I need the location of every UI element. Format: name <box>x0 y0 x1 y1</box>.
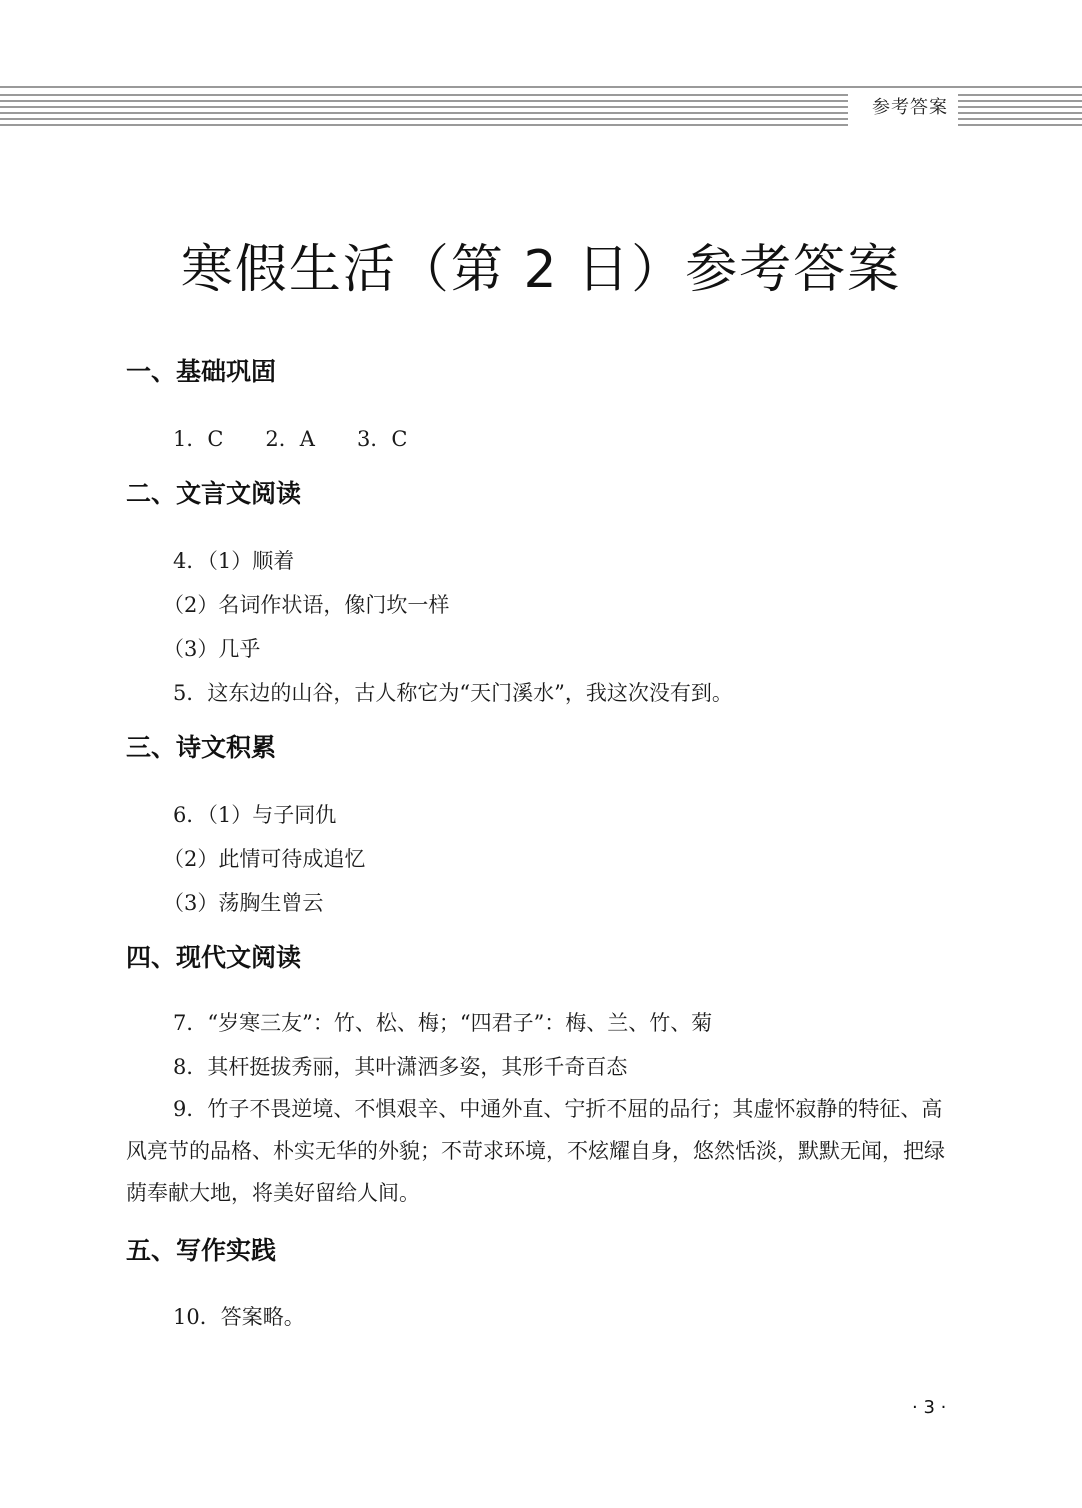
section-heading-modern-reading: 四、现代文阅读 <box>126 943 302 972</box>
running-header-label: 参考答案 <box>864 96 956 120</box>
answer-line: 8．其杆挺拔秀丽，其叶潇洒多姿，其形千奇百态 <box>173 1055 628 1079</box>
section-heading-basics: 一、基础巩固 <box>126 357 277 386</box>
answer-line: 5．这东边的山谷，古人称它为“天门溪水”，我这次没有到。 <box>173 681 733 705</box>
answer-line: 7．“岁寒三友”：竹、松、梅；“四君子”：梅、兰、竹、菊 <box>173 1011 713 1035</box>
answer-line: 10．答案略。 <box>173 1305 305 1329</box>
answer-line: （3）几乎 <box>163 637 261 661</box>
answer-line: （3）荡胸生曾云 <box>163 891 324 915</box>
answer-line: （2）名词作状语，像门坎一样 <box>163 593 450 617</box>
page-title: 寒假生活（第 2 日）参考答案 <box>180 240 902 300</box>
section-heading-classical-reading: 二、文言文阅读 <box>126 479 302 508</box>
answer-paragraph: 9．竹子不畏逆境、不惧艰辛、中通外直、宁折不屈的品行；其虚怀寂静的特征、高风亮节的品格、朴实无华的外貌；不苛求环境，不炫耀自身，悠然恬淡，默默无闻，把绿荫奉献大地，将美好留给人间。 <box>126 1097 945 1205</box>
section-heading-poetry: 三、诗文积累 <box>126 733 277 762</box>
page-number: · 3 · <box>912 1397 947 1418</box>
answer-line: 6．（1）与子同仇 <box>173 803 337 827</box>
answer-line: 4．（1）顺着 <box>173 549 295 573</box>
answer-line: 1．C 2．A 3．C <box>173 427 408 451</box>
answer-line: （2）此情可待成追忆 <box>163 847 366 871</box>
section-heading-writing: 五、写作实践 <box>126 1236 277 1265</box>
